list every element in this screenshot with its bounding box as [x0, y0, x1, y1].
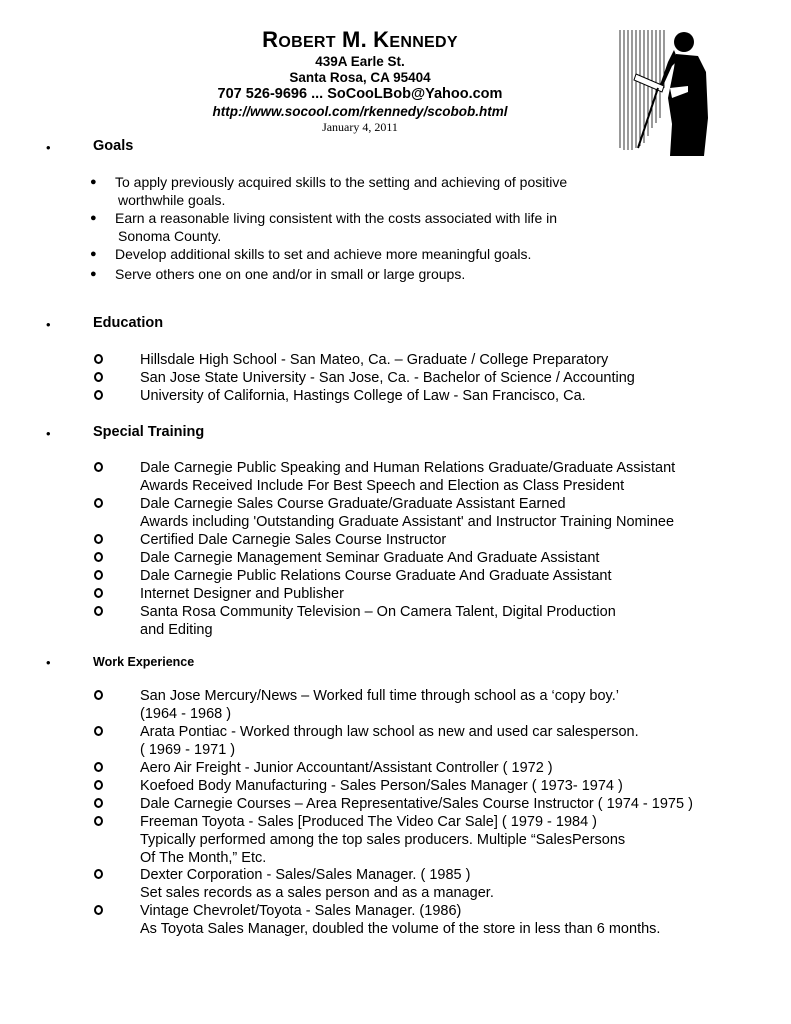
section-bullet: • [46, 655, 51, 670]
ring-bullet-icon [94, 816, 103, 826]
ring-bullet-icon [94, 690, 103, 700]
section-title-work: Work Experience [93, 655, 195, 669]
man-on-phone-illustration-icon [618, 28, 710, 156]
ring-bullet-icon [94, 354, 103, 364]
resume-name: ROBERT M. KENNEDY [262, 27, 458, 52]
section-title-education: Education [93, 315, 164, 331]
phone-email: 707 526-9696 ... SoCooLBob@Yahoo.com [217, 86, 503, 102]
resume-date: January 4, 2011 [322, 120, 398, 134]
list-bullet: ● [90, 212, 97, 224]
ring-bullet-icon [94, 390, 103, 400]
ring-bullet-icon [94, 462, 103, 472]
ring-bullet-icon [94, 372, 103, 382]
ring-bullet-icon [94, 905, 103, 915]
ring-bullet-icon [94, 762, 103, 772]
ring-bullet-icon [94, 606, 103, 616]
ring-bullet-icon [94, 552, 103, 562]
section-title-goals: Goals [93, 138, 134, 154]
list-bullet: ● [90, 176, 97, 188]
ring-bullet-icon [94, 798, 103, 808]
ring-bullet-icon [94, 588, 103, 598]
list-bullet: ● [90, 268, 97, 280]
ring-bullet-icon [94, 726, 103, 736]
ring-bullet-icon [94, 534, 103, 544]
address-city: Santa Rosa, CA 95404 [289, 70, 431, 85]
ring-bullet-icon [94, 570, 103, 580]
website-url: http://www.socool.com/rkennedy/scobob.html [212, 104, 508, 119]
ring-bullet-icon [94, 780, 103, 790]
section-title-training: Special Training [93, 424, 205, 440]
section-bullet: • [46, 140, 51, 155]
address-street: 439A Earle St. [315, 54, 405, 69]
list-bullet: ● [90, 248, 97, 260]
section-bullet: • [46, 426, 51, 441]
section-bullet: • [46, 317, 51, 332]
ring-bullet-icon [94, 869, 103, 879]
ring-bullet-icon [94, 498, 103, 508]
